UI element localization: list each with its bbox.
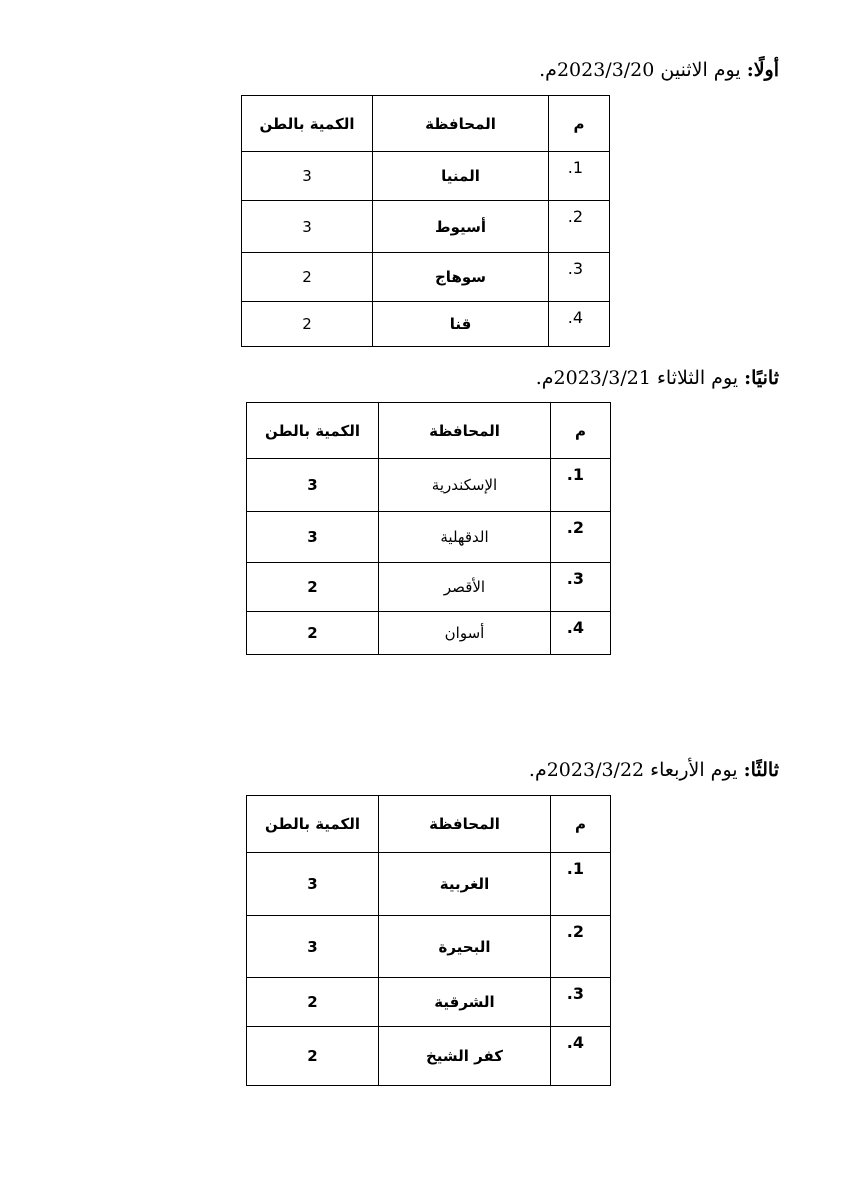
row-number: 2. — [549, 201, 610, 253]
quantity-cell: 2 — [247, 1027, 379, 1086]
col-header-quantity: الكمية بالطن — [247, 403, 379, 459]
col-header-quantity: الكمية بالطن — [247, 796, 379, 853]
governorate-cell: الأقصر — [379, 563, 551, 612]
col-header-governorate: المحافظة — [373, 96, 549, 152]
section-1-heading-date: يوم الاثنين 2023/3/20م. — [539, 59, 747, 81]
quantity-cell: 2 — [242, 253, 373, 302]
section-2-heading-date: يوم الثلاثاء 2023/3/21م. — [535, 367, 745, 389]
section-1-heading — [539, 58, 779, 82]
col-header-quantity: الكمية بالطن — [242, 96, 373, 152]
governorate-cell: الإسكندرية — [379, 459, 551, 512]
table-row — [247, 512, 611, 563]
governorate-cell: قنا — [373, 302, 549, 347]
quantity-cell: 3 — [247, 853, 379, 916]
table-header-row — [242, 96, 610, 152]
table-row — [247, 978, 611, 1027]
row-number: 1. — [549, 152, 610, 201]
table-row — [242, 152, 610, 201]
table-row — [247, 459, 611, 512]
row-number: 3. — [551, 978, 611, 1027]
section-2-heading-lead: ثانيًا: — [744, 367, 779, 389]
table-row — [242, 302, 610, 347]
section-3-heading-lead: ثالثًا: — [743, 759, 779, 781]
section-3-table — [246, 795, 611, 1086]
section-2-heading — [536, 366, 779, 390]
quantity-cell: 3 — [242, 152, 373, 201]
governorate-cell: الشرقية — [379, 978, 551, 1027]
table-row — [247, 916, 611, 978]
governorate-cell: سوهاج — [373, 253, 549, 302]
quantity-cell: 3 — [247, 916, 379, 978]
row-number: 3. — [549, 253, 610, 302]
table-header-row — [247, 796, 611, 853]
governorate-cell: المنيا — [373, 152, 549, 201]
row-number: 2. — [551, 512, 611, 563]
governorate-cell: البحيرة — [379, 916, 551, 978]
col-header-governorate: المحافظة — [379, 796, 551, 853]
row-number: 4. — [551, 1027, 611, 1086]
quantity-cell: 3 — [247, 459, 379, 512]
row-number: 4. — [551, 612, 611, 655]
governorate-cell: الدقهلية — [379, 512, 551, 563]
col-header-num: م — [551, 403, 611, 459]
col-header-governorate: المحافظة — [379, 403, 551, 459]
row-number: 4. — [549, 302, 610, 347]
quantity-cell: 2 — [247, 978, 379, 1027]
table-header-row — [247, 403, 611, 459]
table-row — [247, 612, 611, 655]
table-row — [247, 563, 611, 612]
table-row — [242, 201, 610, 253]
row-number: 1. — [551, 459, 611, 512]
quantity-cell: 3 — [242, 201, 373, 253]
section-3-heading — [529, 758, 779, 782]
governorate-cell: أسيوط — [373, 201, 549, 253]
section-2-table — [246, 402, 611, 655]
section-1-table — [241, 95, 610, 347]
quantity-cell: 2 — [247, 563, 379, 612]
table-row — [247, 853, 611, 916]
quantity-cell: 3 — [247, 512, 379, 563]
col-header-num: م — [551, 796, 611, 853]
section-3-heading-date: يوم الأربعاء 2023/3/22م. — [528, 759, 744, 781]
governorate-cell: الغربية — [379, 853, 551, 916]
quantity-cell: 2 — [242, 302, 373, 347]
governorate-cell: أسوان — [379, 612, 551, 655]
row-number: 2. — [551, 916, 611, 978]
row-number: 1. — [551, 853, 611, 916]
table-row — [242, 253, 610, 302]
col-header-num: م — [549, 96, 610, 152]
quantity-cell: 2 — [247, 612, 379, 655]
row-number: 3. — [551, 563, 611, 612]
governorate-cell: كفر الشيخ — [379, 1027, 551, 1086]
table-row — [247, 1027, 611, 1086]
section-1-heading-lead: أولًا: — [746, 59, 779, 81]
